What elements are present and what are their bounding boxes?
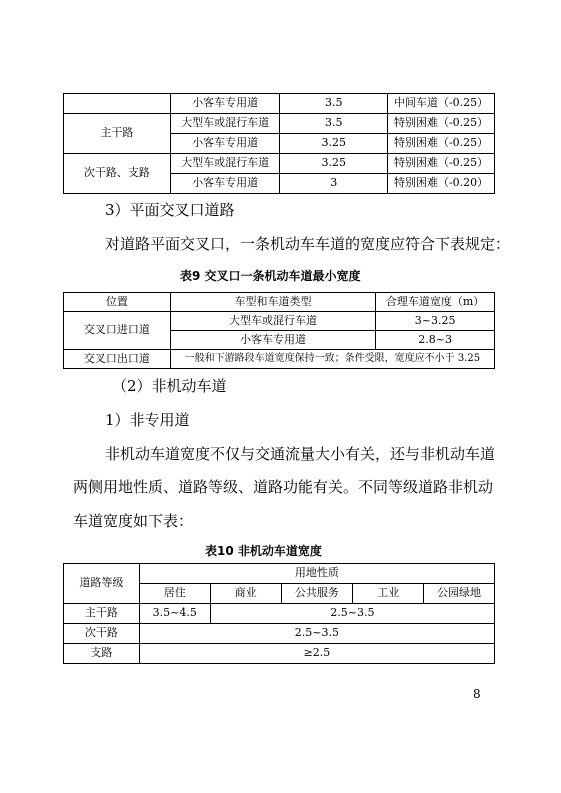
header-cell: 工业	[353, 584, 424, 604]
road-grade-cell: 支路	[64, 644, 140, 664]
table-cell: 小客车专用道	[170, 174, 280, 194]
table-cell: 3	[280, 174, 388, 194]
road-grade-cell: 主干路	[64, 604, 140, 624]
table-caption: 表10 非机动车道宽度	[205, 544, 322, 558]
header-cell: 用地性质	[139, 564, 494, 584]
header-cell: 公共服务	[281, 584, 353, 604]
lane-width-table-continued	[63, 93, 495, 194]
page-number: 8	[473, 687, 481, 701]
table-row	[64, 312, 495, 331]
table-cell: 2.5~3.5	[210, 604, 494, 624]
table-row	[64, 114, 495, 134]
table-cell: 大型车或混行车道	[170, 154, 280, 174]
table-row	[64, 624, 495, 644]
header-cell: 商业	[210, 584, 281, 604]
table-cell: 大型车或混行车道	[170, 312, 375, 331]
road-grade-cell: 主干路	[64, 114, 171, 154]
table-cell: 3.5~4.5	[139, 604, 210, 624]
table-row	[64, 350, 495, 369]
table-cell: 小客车专用道	[170, 134, 280, 154]
table-cell: 中间车道（-0.25）	[388, 94, 495, 114]
table-cell: 小客车专用道	[170, 94, 280, 114]
table-header-row	[64, 293, 495, 312]
table-cell: 2.5~3.5	[139, 624, 494, 644]
position-cell: 交叉口出口道	[64, 350, 171, 369]
header-cell: 道路等级	[64, 564, 140, 604]
table-row	[64, 154, 495, 174]
table-row	[64, 604, 495, 624]
table-row	[64, 94, 495, 114]
non-motor-lane-width-table	[63, 563, 495, 664]
road-grade-cell: 次干路	[64, 624, 140, 644]
table-cell: 小客车专用道	[170, 331, 375, 350]
road-grade-cell: 次干路、支路	[64, 154, 171, 194]
paragraph: 对道路平面交叉口，一条机动车车道的宽度应符合下表规定：	[105, 235, 511, 253]
paragraph-line: 车道宽度如下表：	[73, 512, 194, 530]
table-cell: 特别困难（-0.25）	[388, 134, 495, 154]
table-cell	[64, 94, 171, 114]
section-heading: （2）非机动车道	[112, 377, 227, 395]
header-cell: 公园绿地	[424, 584, 495, 604]
position-cell: 交叉口进口道	[64, 312, 171, 350]
table-cell: 3.25	[280, 154, 388, 174]
table-cell: 3.5	[280, 94, 388, 114]
header-cell: 合理车道宽度（m）	[376, 293, 495, 312]
paragraph-line: 两侧用地性质、道路等级、道路功能有关。不同等级道路非机动	[73, 478, 494, 496]
table-row	[64, 644, 495, 664]
table-cell: 3.5	[280, 114, 388, 134]
sub-heading: 1）非专用道	[105, 411, 190, 429]
table-cell: 2.8~3	[376, 331, 495, 350]
section-heading: 3）平面交叉口道路	[105, 201, 235, 219]
intersection-lane-width-table	[63, 292, 495, 369]
paragraph-line: 非机动车道宽度不仅与交通流量大小有关，还与非机动车道	[105, 445, 496, 463]
table-cell: 大型车或混行车道	[170, 114, 280, 134]
table-cell: 特别困难（-0.25）	[388, 154, 495, 174]
table-cell: 3.25	[280, 134, 388, 154]
table-header-row	[64, 564, 495, 584]
table-caption: 表9 交叉口一条机动车道最小宽度	[180, 269, 361, 283]
header-cell: 位置	[64, 293, 171, 312]
header-cell: 车型和车道类型	[170, 293, 375, 312]
table-cell: 特别困难（-0.25）	[388, 114, 495, 134]
table-cell: 一般和下游路段车道宽度保持一致；条件受限，宽度应不小于 3.25	[170, 350, 494, 369]
table-cell: ≥2.5	[139, 644, 494, 664]
table-cell: 3~3.25	[376, 312, 495, 331]
table-cell: 特别困难（-0.20）	[388, 174, 495, 194]
header-cell: 居住	[139, 584, 210, 604]
